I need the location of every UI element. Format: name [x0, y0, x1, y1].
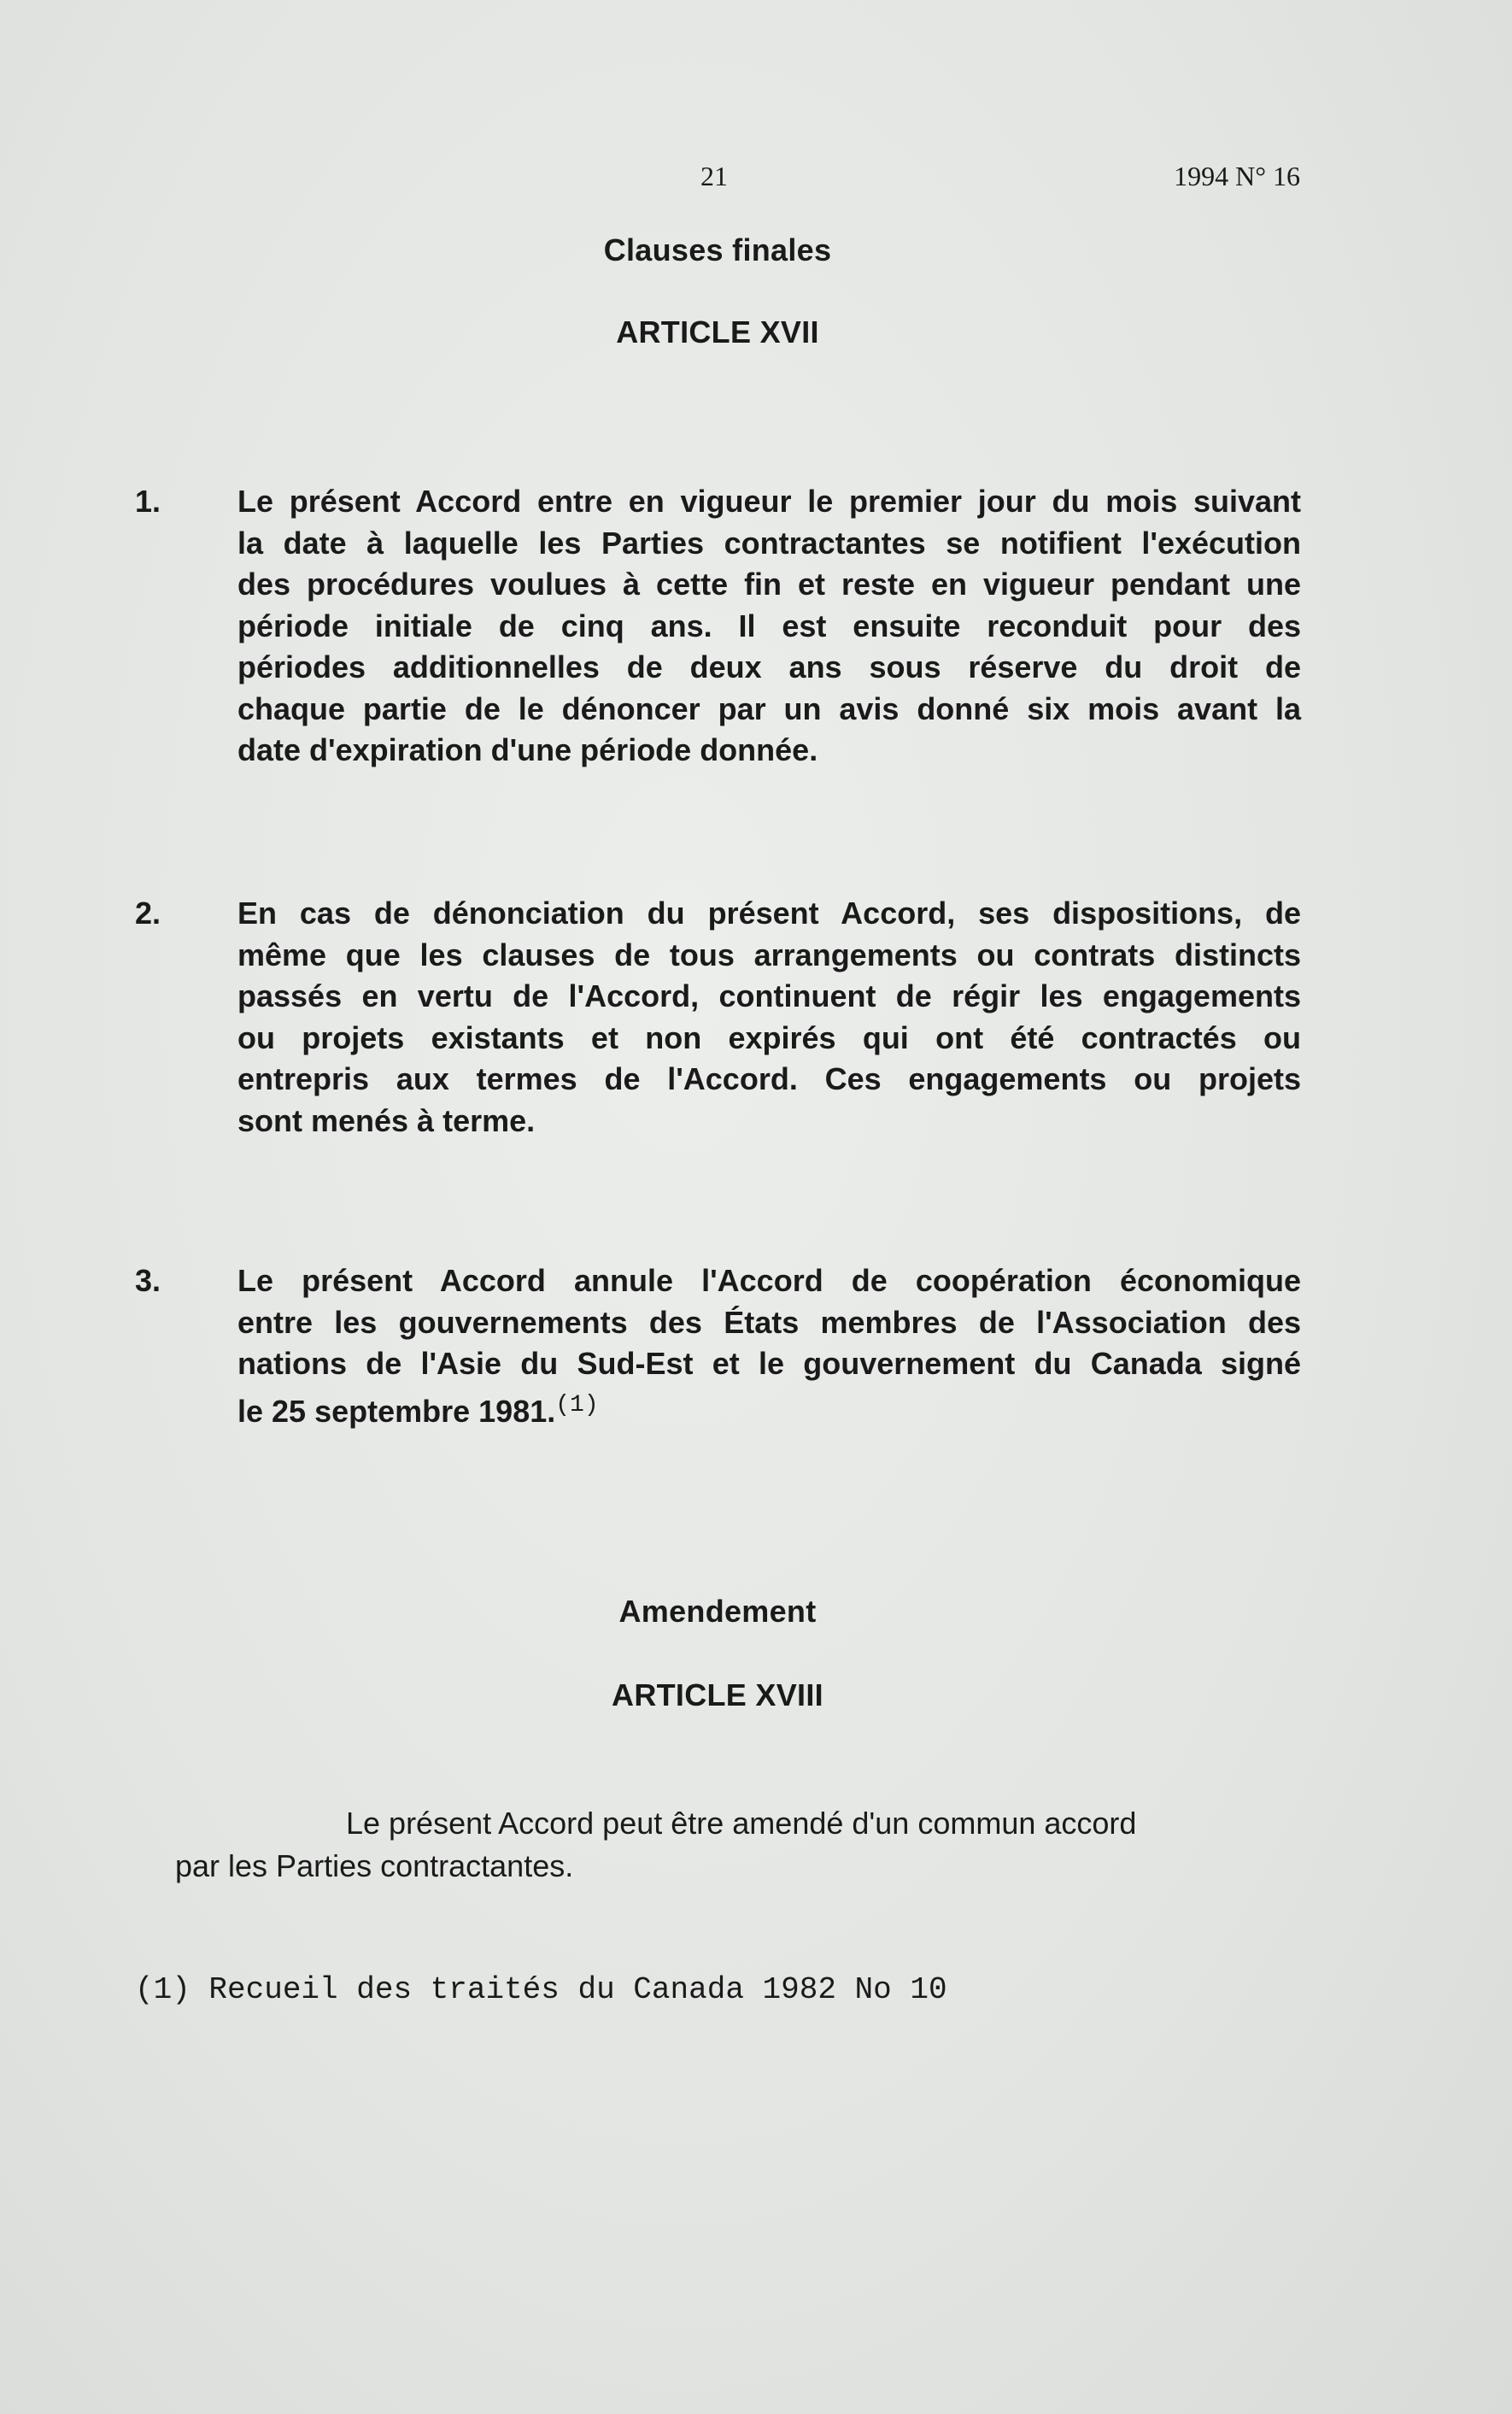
page-number: 21: [700, 161, 728, 191]
footnote-text: (1) Recueil des traités du Canada 1982 No 10: [135, 1972, 947, 2007]
amendment-line-2: par les Parties contractantes.: [175, 1848, 574, 1883]
paragraph-3-last-text: le 25 septembre 1981.: [237, 1393, 556, 1429]
paragraph-number-3: 3.: [135, 1263, 161, 1298]
section-title-amendment: Amendement: [618, 1594, 817, 1629]
paragraph-3-line: [237, 1385, 1301, 1433]
paragraph-3-line: nations de l'Asie du Sud-Est et le gouvernement du Canada signé: [237, 1346, 1301, 1381]
paragraph-3-line: Le présent Accord annule l'Accord de coopération économique: [237, 1263, 1301, 1298]
paragraph-3: [237, 1260, 1301, 1432]
treaty-reference: 1994 N° 16: [1174, 161, 1300, 191]
paragraph-1-line: date d'expiration d'une période donnée.: [237, 732, 818, 767]
paragraph-2-line: même que les clauses de tous arrangements ou contrats distincts: [237, 937, 1301, 972]
article-xviii-heading: ARTICLE XVIII: [612, 1677, 823, 1712]
amendment-line-1: Le présent Accord peut être amendé d'un commun accord: [346, 1806, 1137, 1841]
paragraph-1-line: périodes additionnelles de deux ans sous réserve du droit de: [237, 649, 1301, 684]
paragraph-2-line: entrepris aux termes de l'Accord. Ces engagements ou projets: [237, 1061, 1301, 1096]
paragraph-2-line: ou projets existants et non expirés qui ont été contractés ou: [237, 1019, 1301, 1055]
paragraph-1-line: des procédures voulues à cette fin et reste en vigueur pendant une: [237, 567, 1301, 602]
paragraph-2-line: En cas de dénonciation du présent Accord, ses dispositions, de: [237, 896, 1301, 931]
paragraph-number-1: 1.: [135, 484, 161, 519]
section-title-final-clauses: Clauses finales: [603, 232, 832, 267]
article-xvii-heading: ARTICLE XVII: [616, 314, 819, 349]
paragraph-1-line: chaque partie de le dénoncer par un avis donné six mois avant la: [237, 690, 1301, 726]
paragraph-1-line: Le présent Accord entre en vigueur le premier jour du mois suivant: [237, 484, 1301, 519]
paragraph-2-line: passés en vertu de l'Accord, continuent de régir les engagements: [237, 978, 1301, 1013]
paragraph-number-2: 2.: [135, 896, 161, 931]
paragraph-2-line: sont menés à terme.: [237, 1102, 536, 1138]
paragraph-1-line: la date à laquelle les Parties contractantes se notifient l'exécution: [237, 525, 1301, 561]
footnote-marker: (1): [555, 1391, 599, 1418]
paragraph-2: [237, 893, 1301, 1142]
paragraph-1: [237, 481, 1301, 772]
paragraph-3-line: entre les gouvernements des États membres de l'Association des: [237, 1304, 1301, 1340]
paragraph-1-line: période initiale de cinq ans. Il est ensuite reconduit pour des: [237, 608, 1301, 643]
